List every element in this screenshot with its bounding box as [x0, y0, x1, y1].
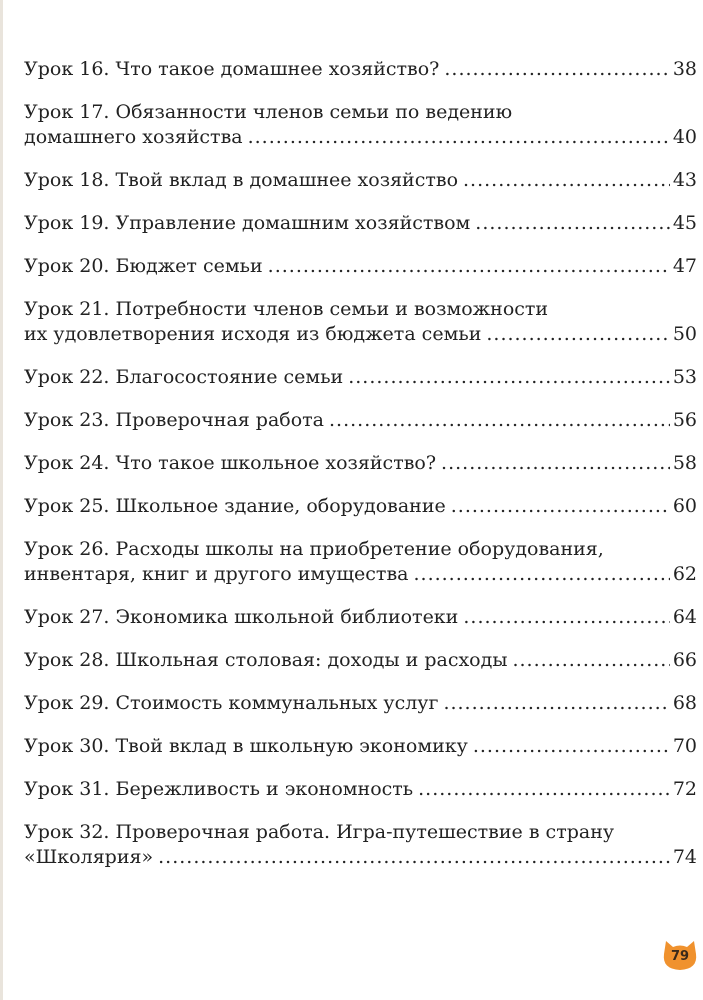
- dot-leader: [268, 254, 670, 279]
- toc-entry-title: Урок 31. Бережливость и экономность: [24, 778, 414, 800]
- toc-entry: [24, 494, 697, 519]
- toc-entry: [24, 537, 697, 587]
- dot-leader: [441, 451, 670, 476]
- toc-page-number: 56: [672, 409, 697, 431]
- toc-entry-title: Урок 22. Благосостояние семьи: [24, 366, 344, 388]
- dot-leader: [348, 365, 670, 390]
- toc-entry-line: [24, 57, 697, 82]
- toc-entry-title: Урок 25. Школьное здание, оборудование: [24, 495, 446, 517]
- toc-entry-line: [24, 125, 697, 150]
- toc-entry-title: Урок 20. Бюджет семьи: [24, 255, 263, 277]
- toc-entry-title: Урок 24. Что такое школьное хозяйство?: [24, 452, 437, 474]
- dot-leader: [418, 777, 670, 802]
- toc-page-number: 50: [672, 323, 697, 345]
- dot-leader: [463, 605, 669, 630]
- toc-page-number: 47: [672, 255, 697, 277]
- dot-leader: [451, 494, 670, 519]
- toc-entry: [24, 691, 697, 716]
- toc-entry-line: [24, 648, 697, 673]
- toc-page-number: 68: [672, 692, 697, 714]
- toc-entry-line: [24, 297, 697, 322]
- toc-entry-line: [24, 777, 697, 802]
- toc-entry-line: [24, 451, 697, 476]
- toc-entry-title: инвентаря, книг и другого имущества: [24, 563, 409, 585]
- toc-page-number: 58: [672, 452, 697, 474]
- dot-leader: [486, 322, 669, 347]
- toc-entry-line: [24, 254, 697, 279]
- dot-leader: [413, 562, 669, 587]
- toc-entry-line: [24, 408, 697, 433]
- toc-page-number: 64: [672, 606, 697, 628]
- toc-page-number: 62: [672, 563, 697, 585]
- dot-leader: [158, 845, 670, 870]
- toc-entry-line: [24, 494, 697, 519]
- toc-entry-title: Урок 29. Стоимость коммунальных услуг: [24, 692, 439, 714]
- toc-entry-title: «Школярия»: [24, 846, 154, 868]
- toc-page-number: 40: [672, 126, 697, 148]
- toc-page-number: 53: [672, 366, 697, 388]
- toc-entry-line: [24, 537, 697, 562]
- toc-entry-line: [24, 691, 697, 716]
- toc-entry: [24, 365, 697, 390]
- toc-entry-title: Урок 16. Что такое домашнее хозяйство?: [24, 58, 440, 80]
- dot-leader: [443, 691, 669, 716]
- dot-leader: [329, 408, 670, 433]
- toc-entry: [24, 734, 697, 759]
- toc-entry-title: Урок 26. Расходы школы на приобретение оборудования,: [24, 538, 604, 560]
- toc-entry-line: [24, 734, 697, 759]
- toc-entry-title: Урок 32. Проверочная работа. Игра-путешествие в страну: [24, 821, 615, 843]
- toc-entry-line: [24, 562, 697, 587]
- toc-entry: [24, 648, 697, 673]
- toc-entry: [24, 297, 697, 347]
- toc-entry: [24, 100, 697, 150]
- toc-page-number: 74: [672, 846, 697, 868]
- toc-page-number: 38: [672, 58, 697, 80]
- toc-entry: [24, 820, 697, 870]
- toc-entry: [24, 254, 697, 279]
- toc-page-number: 45: [672, 212, 697, 234]
- toc-entry-line: [24, 605, 697, 630]
- toc-entry-title: их удовлетворения исходя из бюджета семьи: [24, 323, 482, 345]
- toc-entry: [24, 211, 697, 236]
- dot-leader: [248, 125, 670, 150]
- toc-entry-line: [24, 820, 697, 845]
- toc-entry: [24, 451, 697, 476]
- toc-entry: [24, 168, 697, 193]
- toc-entry-line: [24, 100, 697, 125]
- toc-entry-line: [24, 365, 697, 390]
- toc-entry-title: Урок 21. Потребности членов семьи и возможности: [24, 298, 549, 320]
- toc-entry-title: Урок 23. Проверочная работа: [24, 409, 325, 431]
- toc-entry: [24, 408, 697, 433]
- table-of-contents: [24, 57, 697, 888]
- dot-leader: [463, 168, 670, 193]
- toc-entry: [24, 605, 697, 630]
- toc-entry-title: Урок 18. Твой вклад в домашнее хозяйство: [24, 169, 459, 191]
- toc-entry-title: Урок 30. Твой вклад в школьную экономику: [24, 735, 468, 757]
- toc-page-number: 66: [672, 649, 697, 671]
- toc-entry-title: Урок 17. Обязанности членов семьи по ведению: [24, 101, 513, 123]
- page-number: 79: [670, 949, 690, 964]
- page-number-badge: [661, 938, 699, 972]
- toc-entry: [24, 57, 697, 82]
- toc-entry-line: [24, 322, 697, 347]
- toc-page-number: 70: [672, 735, 697, 757]
- dot-leader: [473, 734, 670, 759]
- toc-entry-title: Урок 28. Школьная столовая: доходы и расходы: [24, 649, 508, 671]
- toc-page-number: 60: [672, 495, 697, 517]
- toc-page-number: 72: [672, 778, 697, 800]
- toc-page-number: 43: [672, 169, 697, 191]
- toc-entry-title: Урок 19. Управление домашним хозяйством: [24, 212, 471, 234]
- toc-entry: [24, 777, 697, 802]
- toc-entry-line: [24, 845, 697, 870]
- toc-entry-line: [24, 168, 697, 193]
- toc-entry-title: Урок 27. Экономика школьной библиотеки: [24, 606, 459, 628]
- dot-leader: [512, 648, 669, 673]
- toc-entry-line: [24, 211, 697, 236]
- dot-leader: [444, 57, 669, 82]
- dot-leader: [475, 211, 670, 236]
- page-edge: [0, 0, 3, 1000]
- toc-entry-title: домашнего хозяйства: [24, 126, 243, 148]
